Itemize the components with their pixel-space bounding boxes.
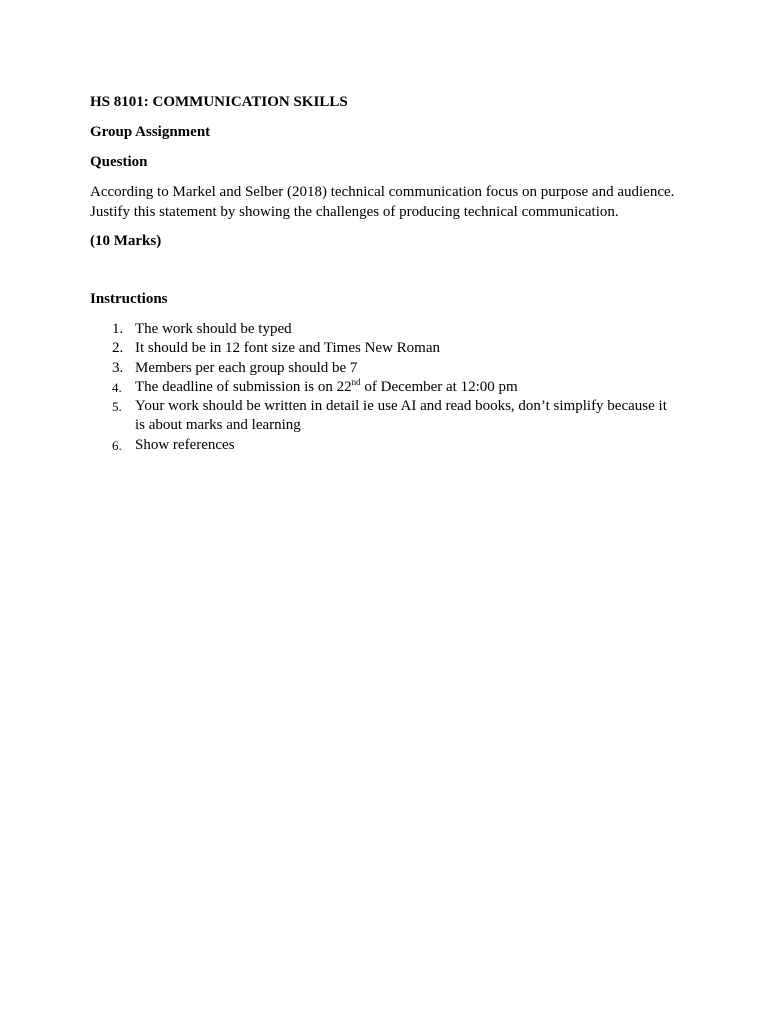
instruction-text-rest: of December at 12:00 pm [360,378,518,395]
instruction-number: 5. [112,399,122,415]
instruction-number: 2. [112,340,124,357]
instruction-text-line-1: Your work should be written in detail ie use AI and read books, don’t simplify because it [135,398,667,415]
instruction-item [90,359,690,378]
instruction-text [135,378,690,397]
instruction-text: Show references [135,436,235,453]
instruction-item [90,397,690,436]
instruction-number: 3. [112,359,124,376]
instructions-list [90,320,690,455]
course-title: HS 8101: COMMUNICATION SKILLS [90,94,348,110]
ordinal-suffix: nd [351,376,361,387]
instruction-text: Members per each group should be 7 [135,359,358,376]
question-text [90,182,690,222]
document-content [90,93,690,455]
question-line-1: According to Markel and Selber (2018) technical communication focus on purpose and audience. [90,184,675,200]
assignment-type: Group Assignment [90,124,211,140]
instruction-item [90,320,690,339]
instruction-item [90,339,690,358]
instruction-item [90,436,690,455]
marks-label: (10 Marks) [90,233,162,249]
instruction-number: 6. [112,437,122,453]
instructions-heading: Instructions [90,291,168,307]
instruction-number: 1. [112,321,124,337]
instruction-number: 4. [112,379,122,395]
question-heading: Question [90,154,148,170]
question-line-2: Justify this statement by showing the challenges of producing technical communication. [90,204,619,220]
instruction-text: The work should be typed [135,321,292,337]
instruction-item [90,378,690,397]
instruction-text-main: The deadline of submission is on 22 [135,378,352,395]
instruction-text: It should be in 12 font size and Times New Roman [135,340,440,357]
instruction-text-line-2: is about marks and learning [135,417,301,434]
